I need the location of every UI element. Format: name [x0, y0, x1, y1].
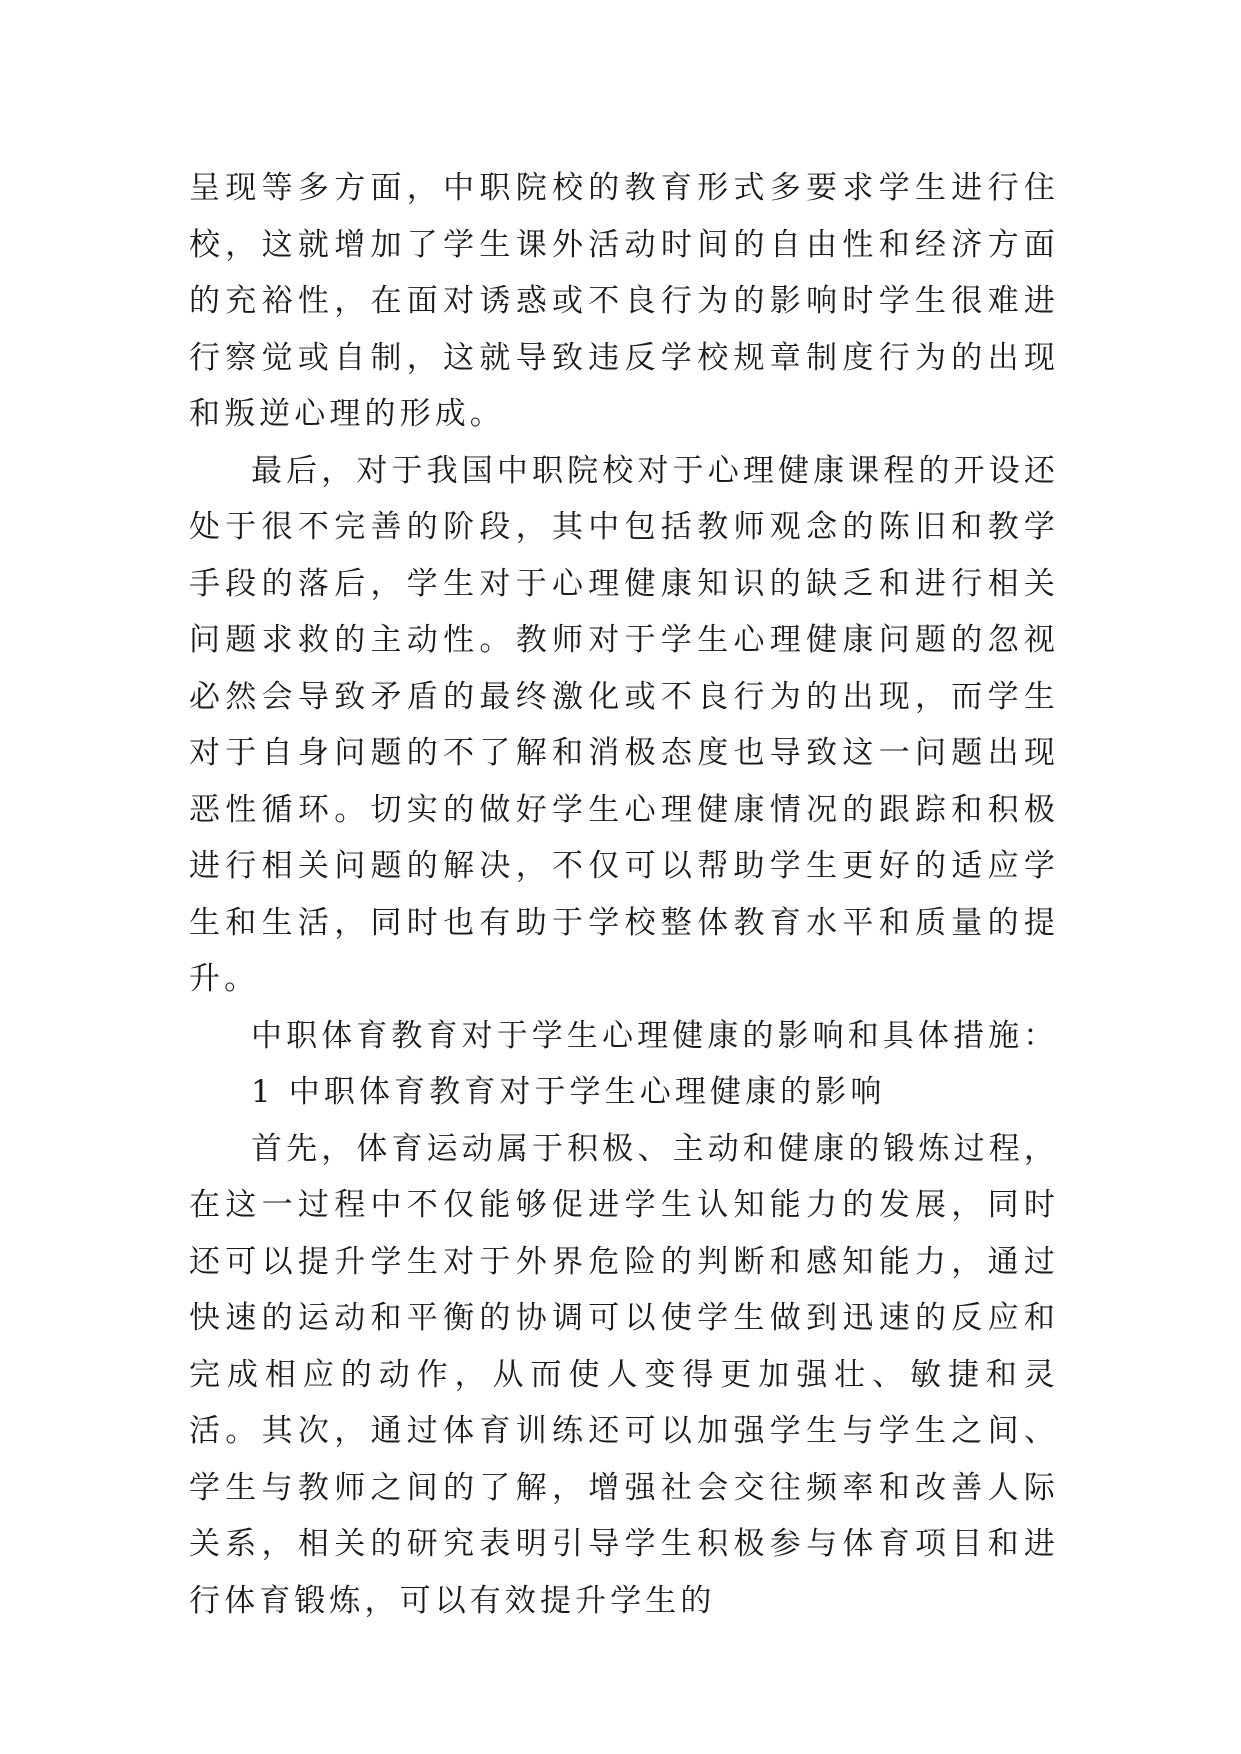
paragraph-first: 首先，体育运动属于积极、主动和健康的锻炼过程，在这一过程中不仅能够促进学生认知能力的发展，同时还可以提升学生对于外界危险的判断和感知能力，通过快速的运动和平衡的协调可以使学生做到迅速的反应和完成相应的动作，从而使人变得更加强壮、敏捷和灵活。其次，通过体育训练还可以加强学生与学生之间、学生与教师之间的了解，增强社会交往频率和改善人际关系，相关的研究表明引导学生积极参与体育项目和进行体育锻炼，可以有效提升学生的	[189, 1130, 1059, 1619]
section-heading-1: 1 中职体育教育对于学生心理健康的影响	[251, 1074, 886, 1110]
paragraph-section-intro: 中职体育教育对于学生心理健康的影响和具体措施：	[251, 1017, 1059, 1054]
document-body	[189, 160, 1059, 1629]
paragraph-finally: 最后，对于我国中职院校对于心理健康课程的开设还处于很不完善的阶段，其中包括教师观念的陈旧和教学手段的落后，学生对于心理健康知识的缺乏和进行相关问题求救的主动性。教师对于学生心理健康问题的忽视必然会导致矛盾的最终激化或不良行为的出现，而学生对于自身问题的不了解和消极态度也导致这一问题出现恶性循环。切实的做好学生心理健康情况的跟踪和积极进行相关问题的解决，不仅可以帮助学生更好的适应学生和生活，同时也有助于学校整体教育水平和质量的提升。	[189, 452, 1059, 997]
paragraph-continuation: 呈现等多方面，中职院校的教育形式多要求学生进行住校，这就增加了学生课外活动时间的自由性和经济方面的充裕性，在面对诱惑或不良行为的影响时学生很难进行察觉或自制，这就导致违反学校规章制度行为的出现和叛逆心理的形成。	[189, 170, 1059, 432]
